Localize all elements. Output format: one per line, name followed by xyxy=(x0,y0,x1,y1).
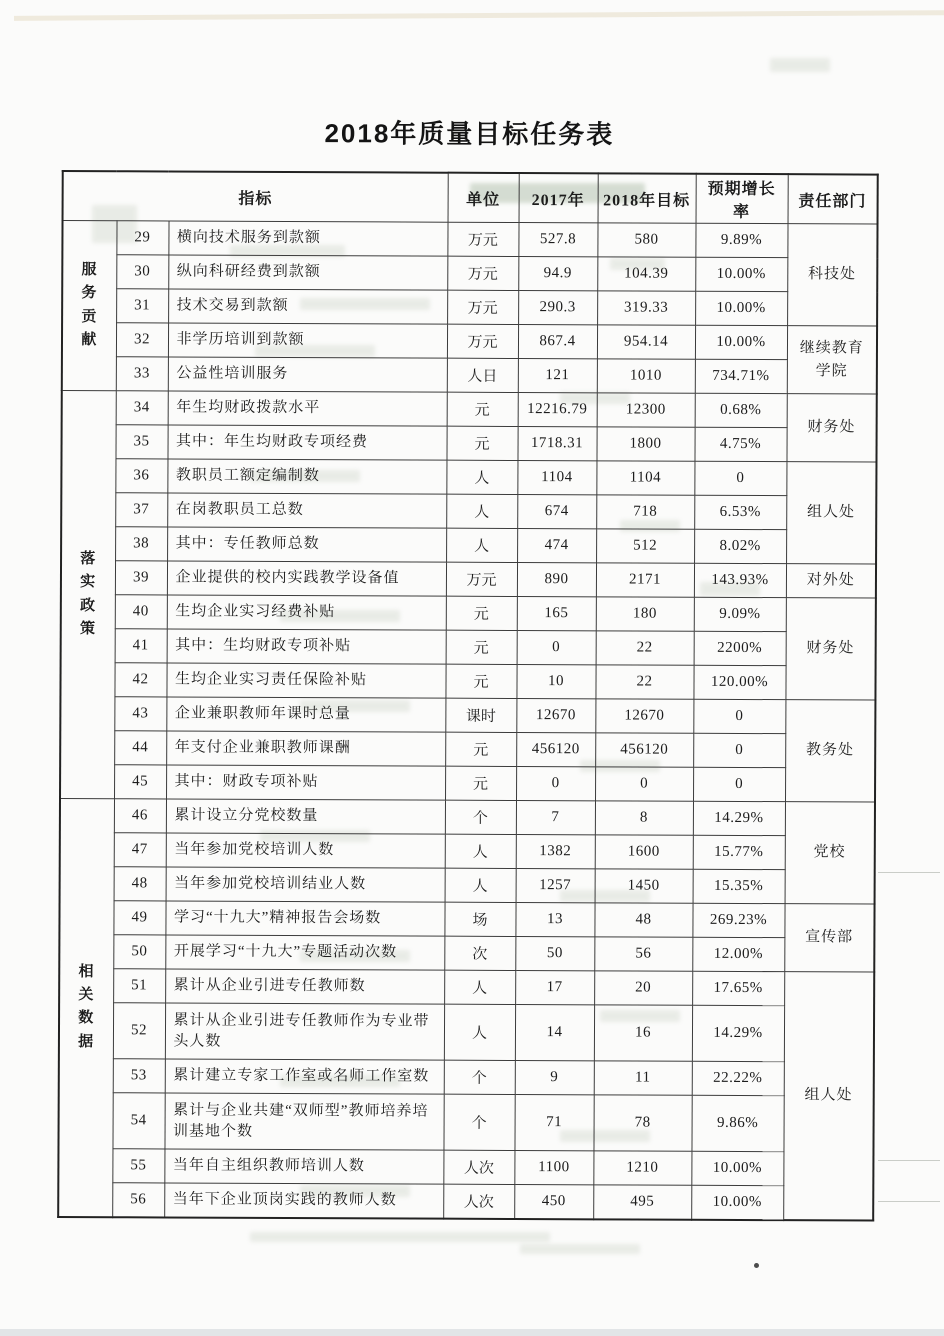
cell-2018: 954.14 xyxy=(597,325,695,359)
cell-2018: 1010 xyxy=(597,359,695,393)
bleed-through-line xyxy=(878,1201,940,1202)
cell-2018: 78 xyxy=(593,1095,691,1151)
cell-2018: 0 xyxy=(595,767,693,801)
cell-2017: 9 xyxy=(515,1060,594,1094)
cell-2017: 14 xyxy=(515,1004,594,1060)
cell-no: 51 xyxy=(113,969,165,1003)
cell-indicator: 累计建立专家工作室或名师工作室数 xyxy=(165,1059,444,1094)
cell-no: 43 xyxy=(114,697,166,731)
cell-unit: 元 xyxy=(447,392,518,426)
cell-unit: 人 xyxy=(444,970,515,1004)
table-row xyxy=(60,730,875,768)
header-responsible-dept: 责任部门 xyxy=(788,174,878,224)
cell-no: 35 xyxy=(115,425,167,459)
cell-2017: 13 xyxy=(515,902,594,936)
cell-2018: 12670 xyxy=(595,699,693,733)
page-title: 2018年质量目标任务表 xyxy=(324,118,615,150)
cell-2018: 456120 xyxy=(595,733,693,767)
table-row xyxy=(59,934,874,972)
cell-unit: 元 xyxy=(445,766,516,800)
cell-growth: 0 xyxy=(693,733,785,767)
cell-indicator: 当年自主组织教师培训人数 xyxy=(164,1149,443,1184)
cell-growth: 17.65% xyxy=(692,971,784,1005)
dept-cell: 组人处 xyxy=(786,462,876,564)
table-row xyxy=(58,1148,873,1186)
cell-indicator: 学习“十九大”精神报告会场数 xyxy=(165,901,444,936)
cell-growth: 0 xyxy=(693,699,785,733)
cell-no: 53 xyxy=(113,1059,165,1093)
cell-growth: 22.22% xyxy=(692,1061,784,1095)
dept-cell: 教务处 xyxy=(785,700,875,802)
cell-2017: 165 xyxy=(517,596,596,630)
cell-unit: 人次 xyxy=(443,1184,514,1218)
cell-indicator: 其中：生均财政专项补贴 xyxy=(167,629,446,664)
cell-2017: 12670 xyxy=(516,698,595,732)
cell-unit: 人 xyxy=(445,868,516,902)
cell-growth: 2200% xyxy=(694,631,786,665)
header-unit: 单位 xyxy=(448,173,519,223)
cell-2017: 890 xyxy=(517,562,596,596)
table-row xyxy=(58,1092,873,1152)
cell-no: 55 xyxy=(112,1149,164,1183)
cell-no: 42 xyxy=(114,663,166,697)
cell-unit: 元 xyxy=(445,732,516,766)
cell-indicator: 生均企业实习责任保险补贴 xyxy=(166,663,445,698)
cell-growth: 15.77% xyxy=(693,835,785,869)
cell-2017: 7 xyxy=(516,800,595,834)
cell-2017: 10 xyxy=(516,664,595,698)
cell-indicator: 当年参加党校培训人数 xyxy=(166,833,445,868)
table-row xyxy=(61,425,876,463)
header-2017: 2017年 xyxy=(519,173,598,223)
cell-2018: 1104 xyxy=(596,461,694,495)
cell-indicator: 累计从企业引进专任教师数 xyxy=(165,969,444,1004)
cell-indicator: 在岗教职员工总数 xyxy=(167,493,446,528)
cell-indicator: 非学历培训到款额 xyxy=(168,323,447,358)
cell-indicator: 生均企业实习经费补贴 xyxy=(167,595,446,630)
cell-unit: 万元 xyxy=(447,256,518,290)
cell-2018: 11 xyxy=(594,1061,692,1095)
cell-no: 32 xyxy=(116,323,168,357)
dept-cell: 继续教育学院 xyxy=(787,326,877,394)
cell-indicator: 当年参加党校培训结业人数 xyxy=(166,867,445,902)
cell-2018: 22 xyxy=(596,631,694,665)
cell-growth: 14.29% xyxy=(692,1005,784,1061)
table-row xyxy=(61,628,876,666)
cell-2018: 56 xyxy=(594,937,692,971)
cell-indicator: 公益性培训服务 xyxy=(168,357,447,392)
cell-2018: 580 xyxy=(597,223,695,257)
cell-no: 33 xyxy=(116,357,168,391)
cell-unit: 个 xyxy=(444,1060,515,1094)
cell-indicator: 累计设立分党校数量 xyxy=(166,799,445,834)
bleed-through-line xyxy=(878,1160,940,1161)
table-row xyxy=(59,968,874,1006)
cell-unit: 万元 xyxy=(447,290,518,324)
cell-unit: 元 xyxy=(446,596,517,630)
dept-cell: 组人处 xyxy=(783,972,874,1220)
cell-unit: 万元 xyxy=(447,324,518,358)
cell-growth: 0.68% xyxy=(695,393,787,427)
cell-growth: 10.00% xyxy=(691,1185,783,1219)
paper-edge xyxy=(14,10,944,21)
cell-2017: 94.9 xyxy=(518,256,597,290)
header-indicator: 指标 xyxy=(63,171,448,222)
table-row xyxy=(60,866,875,904)
cell-2017: 0 xyxy=(516,766,595,800)
cell-growth: 9.86% xyxy=(691,1095,783,1151)
cell-2018: 20 xyxy=(594,971,692,1005)
cell-2018: 718 xyxy=(596,495,694,529)
quality-targets-table xyxy=(57,170,879,1221)
table-row xyxy=(61,459,876,497)
cell-2018: 16 xyxy=(594,1005,692,1061)
cell-2018: 8 xyxy=(595,801,693,835)
cell-no: 47 xyxy=(114,833,166,867)
cell-no: 37 xyxy=(115,493,167,527)
cell-growth: 10.00% xyxy=(695,325,787,359)
cell-2018: 495 xyxy=(593,1185,691,1219)
cell-2017: 1104 xyxy=(517,460,596,494)
cell-indicator: 其中：财政专项补贴 xyxy=(166,765,445,800)
cell-unit: 元 xyxy=(446,630,517,664)
cell-indicator: 横向技术服务到款额 xyxy=(168,221,447,256)
cell-2018: 1210 xyxy=(593,1151,691,1185)
cell-growth: 15.35% xyxy=(693,869,785,903)
cell-2017: 50 xyxy=(515,936,594,970)
cell-2018: 319.33 xyxy=(597,291,695,325)
cell-2017: 1718.31 xyxy=(517,426,596,460)
document-content xyxy=(57,112,877,1221)
cell-indicator: 累计与企业共建“双师型”教师培养培训基地个数 xyxy=(164,1093,443,1150)
table-row xyxy=(62,255,877,293)
cell-2017: 1257 xyxy=(516,868,595,902)
table-row xyxy=(62,357,877,395)
cell-no: 50 xyxy=(113,935,165,969)
dept-cell: 财务处 xyxy=(786,394,876,462)
group-cell: 服务贡献 xyxy=(62,221,117,391)
cell-unit: 人 xyxy=(446,494,517,528)
cell-2018: 22 xyxy=(595,665,693,699)
cell-no: 34 xyxy=(116,391,168,425)
cell-unit: 人日 xyxy=(447,358,518,392)
table-row xyxy=(61,561,876,599)
dept-cell: 财务处 xyxy=(785,598,875,700)
cell-growth: 12.00% xyxy=(692,937,784,971)
cell-no: 39 xyxy=(115,561,167,595)
cell-indicator: 其中：年生均财政专项经费 xyxy=(167,425,446,460)
cell-growth: 0 xyxy=(694,461,786,495)
cell-no: 38 xyxy=(115,527,167,561)
cell-no: 46 xyxy=(114,799,166,833)
table-row xyxy=(59,1002,874,1062)
table-row xyxy=(60,832,875,870)
cell-2017: 456120 xyxy=(516,732,595,766)
cell-indicator: 年生均财政拨款水平 xyxy=(168,391,447,426)
cell-indicator: 当年下企业顶岗实践的教师人数 xyxy=(164,1183,443,1218)
dept-cell: 科技处 xyxy=(787,224,877,326)
cell-unit: 场 xyxy=(444,902,515,936)
table-row xyxy=(62,323,877,361)
cell-2017: 1100 xyxy=(514,1150,593,1184)
ink-dot-artifact xyxy=(754,1263,759,1268)
cell-no: 54 xyxy=(112,1093,164,1149)
cell-2017: 71 xyxy=(514,1094,593,1150)
cell-growth: 14.29% xyxy=(693,801,785,835)
cell-unit: 个 xyxy=(443,1094,514,1150)
cell-unit: 个 xyxy=(445,800,516,834)
cell-2018: 512 xyxy=(596,529,694,563)
cell-2018: 2171 xyxy=(596,563,694,597)
cell-indicator: 教职员工额定编制数 xyxy=(167,459,446,494)
scan-bottom-edge xyxy=(0,1329,944,1336)
cell-2018: 48 xyxy=(594,903,692,937)
cell-2017: 0 xyxy=(517,630,596,664)
cell-indicator: 技术交易到款额 xyxy=(168,289,447,324)
cell-2017: 1382 xyxy=(516,834,595,868)
cell-unit: 人次 xyxy=(443,1150,514,1184)
cell-growth: 10.00% xyxy=(695,291,787,325)
cell-2017: 674 xyxy=(517,494,596,528)
header-growth-rate: 预期增长率 xyxy=(696,174,788,224)
cell-growth: 10.00% xyxy=(691,1151,783,1185)
cell-no: 49 xyxy=(113,901,165,935)
table-row xyxy=(60,764,875,802)
cell-no: 41 xyxy=(115,629,167,663)
group-cell: 相关数据 xyxy=(58,798,114,1216)
table-header-row xyxy=(63,171,878,224)
cell-2017: 867.4 xyxy=(518,324,597,358)
cell-growth: 4.75% xyxy=(694,427,786,461)
bleed-through-artifact xyxy=(520,1244,640,1254)
cell-growth: 734.71% xyxy=(695,359,787,393)
cell-no: 40 xyxy=(115,595,167,629)
header-2018-target: 2018年目标 xyxy=(598,173,696,223)
dept-cell: 对外处 xyxy=(786,564,876,598)
cell-unit: 次 xyxy=(444,936,515,970)
cell-2017: 450 xyxy=(514,1184,593,1218)
cell-unit: 课时 xyxy=(445,698,516,732)
cell-unit: 万元 xyxy=(447,222,518,256)
cell-no: 36 xyxy=(115,459,167,493)
cell-indicator: 年支付企业兼职教师课酬 xyxy=(166,731,445,766)
cell-no: 31 xyxy=(116,289,168,323)
cell-growth: 9.89% xyxy=(695,223,787,257)
cell-no: 44 xyxy=(114,731,166,765)
cell-unit: 元 xyxy=(445,664,516,698)
table-row xyxy=(62,221,877,259)
group-cell: 落实政策 xyxy=(60,391,116,799)
cell-growth: 10.00% xyxy=(695,257,787,291)
bleed-through-line xyxy=(878,872,940,873)
cell-growth: 269.23% xyxy=(692,903,784,937)
cell-2017: 121 xyxy=(518,358,597,392)
cell-2017: 17 xyxy=(515,970,594,1004)
dept-cell: 宣传部 xyxy=(784,904,874,972)
cell-indicator: 纵向科研经费到款额 xyxy=(168,255,447,290)
cell-indicator: 其中：专任教师总数 xyxy=(167,527,446,562)
cell-growth: 9.09% xyxy=(694,597,786,631)
table-row xyxy=(58,1182,873,1220)
table-row xyxy=(60,696,875,734)
cell-2017: 290.3 xyxy=(518,290,597,324)
cell-2018: 1800 xyxy=(596,427,694,461)
cell-growth: 0 xyxy=(693,767,785,801)
cell-no: 30 xyxy=(116,255,168,289)
cell-growth: 8.02% xyxy=(694,529,786,563)
cell-growth: 6.53% xyxy=(694,495,786,529)
table-row xyxy=(60,798,875,836)
cell-growth: 120.00% xyxy=(693,665,785,699)
cell-2017: 474 xyxy=(517,528,596,562)
table-row xyxy=(61,594,876,632)
cell-no: 48 xyxy=(114,867,166,901)
table-row xyxy=(59,1058,874,1096)
cell-unit: 人 xyxy=(446,528,517,562)
cell-2018: 1450 xyxy=(595,869,693,903)
cell-indicator: 企业兼职教师年课时总量 xyxy=(166,697,445,732)
table-row xyxy=(62,289,877,327)
table-row xyxy=(59,900,874,938)
table-row xyxy=(61,493,876,531)
cell-no: 29 xyxy=(116,221,168,255)
cell-growth: 143.93% xyxy=(694,563,786,597)
cell-2017: 12216.79 xyxy=(518,392,597,426)
cell-indicator: 企业提供的校内实践教学设备值 xyxy=(167,561,446,596)
cell-unit: 人 xyxy=(445,834,516,868)
cell-indicator: 累计从企业引进专任教师作为专业带头人数 xyxy=(165,1003,444,1060)
cell-no: 56 xyxy=(112,1183,164,1217)
bleed-through-artifact xyxy=(250,1232,550,1242)
cell-unit: 万元 xyxy=(446,562,517,596)
bleed-through-artifact xyxy=(770,58,830,72)
dept-cell: 党校 xyxy=(785,802,875,904)
table-row xyxy=(60,662,875,700)
cell-unit: 人 xyxy=(444,1004,515,1060)
cell-2018: 180 xyxy=(596,597,694,631)
cell-unit: 人 xyxy=(446,460,517,494)
cell-2018: 104.39 xyxy=(597,257,695,291)
cell-unit: 元 xyxy=(447,426,518,460)
table-row xyxy=(61,527,876,565)
cell-2018: 1600 xyxy=(595,835,693,869)
cell-no: 45 xyxy=(114,765,166,799)
cell-2018: 12300 xyxy=(597,393,695,427)
cell-no: 52 xyxy=(113,1003,165,1059)
cell-2017: 527.8 xyxy=(518,222,597,256)
cell-indicator: 开展学习“十九大”专题活动次数 xyxy=(165,935,444,970)
table-row xyxy=(62,391,877,429)
